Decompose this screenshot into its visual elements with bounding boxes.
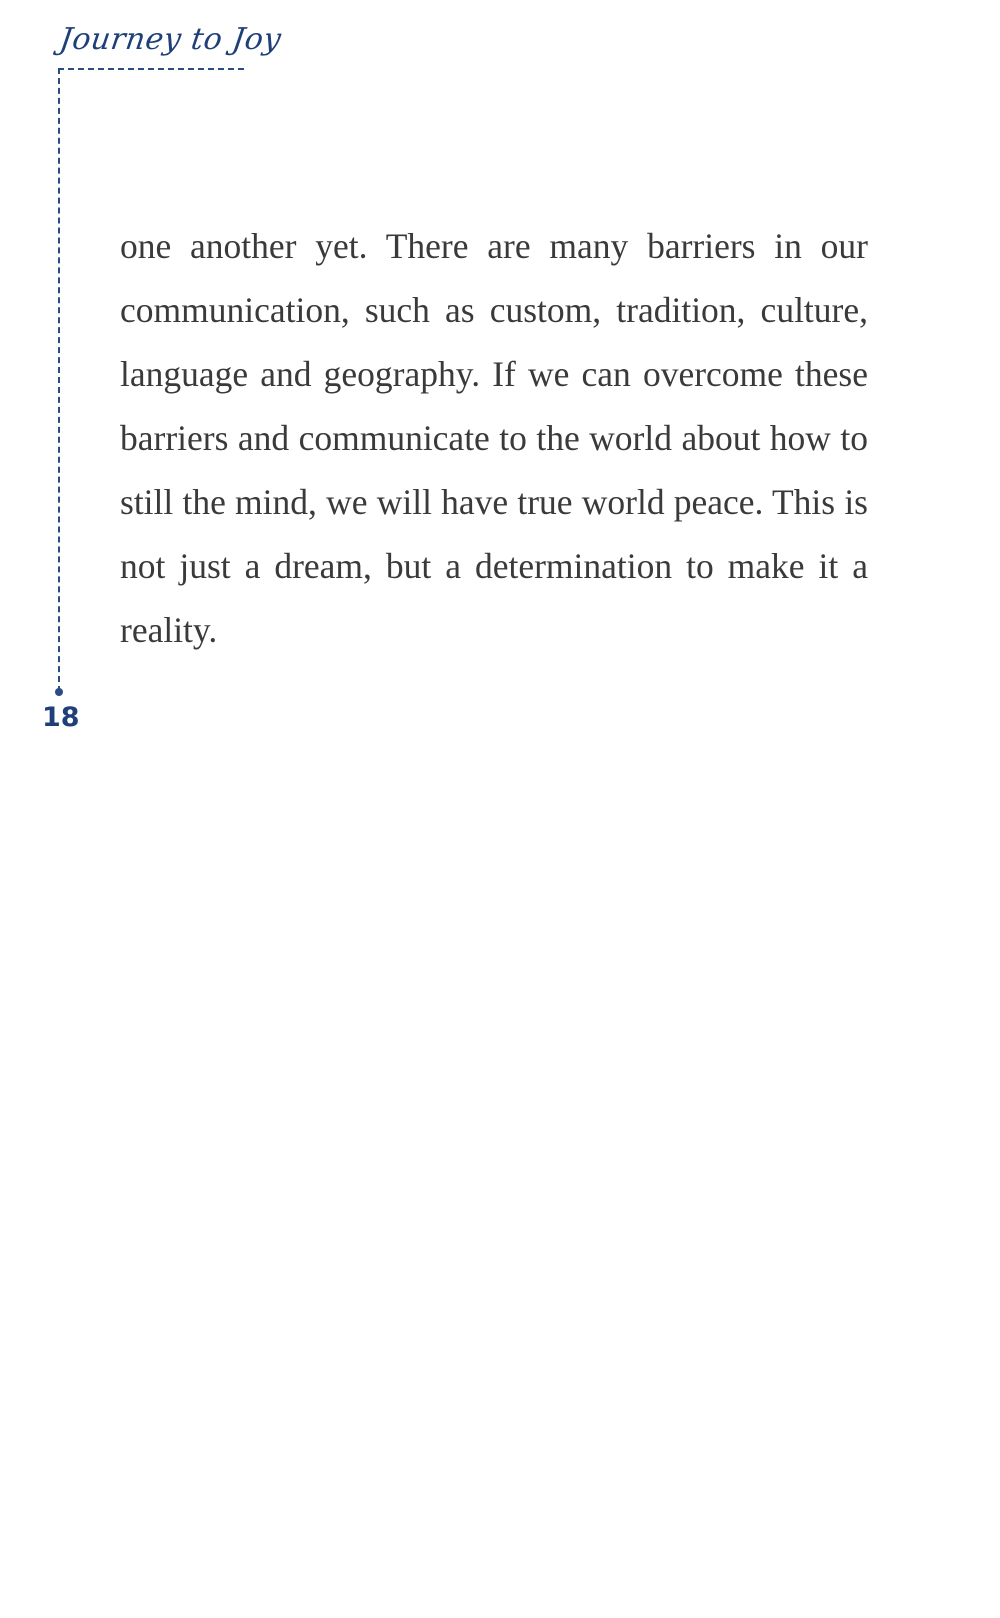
- page-number: 18: [42, 702, 80, 733]
- running-head-title: Journey to Joy: [57, 22, 284, 57]
- header-dashed-rule: [58, 68, 244, 70]
- body-paragraph: one another yet. There are many barriers in our communication, such as custom, tradition, culture, language and geography. If we can overcome these barriers and communicate to the world about how to still the mind, we will have true world peace. This is not just a dream, but a determination to make it a reality.: [120, 226, 868, 650]
- rule-end-dot: [55, 688, 63, 696]
- margin-dashed-rule: [58, 68, 60, 692]
